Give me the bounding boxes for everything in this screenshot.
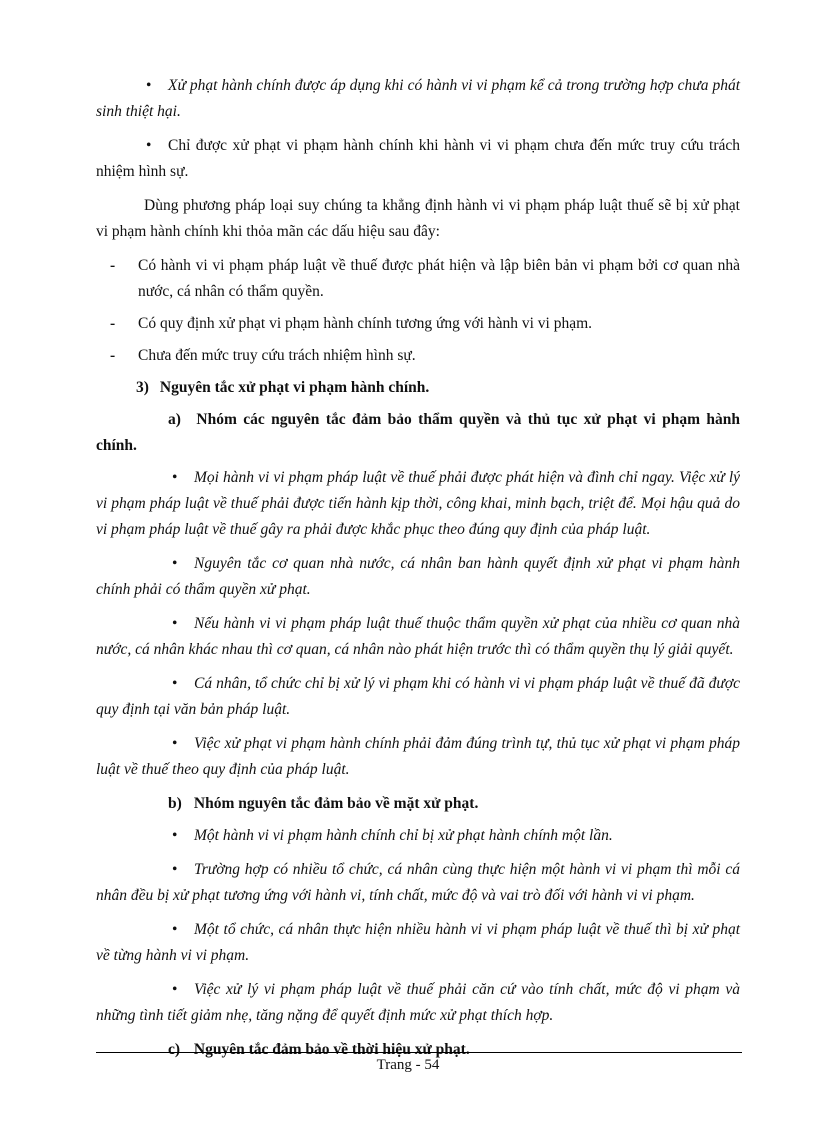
bullet-item: • Cá nhân, tổ chức chỉ bị xử lý vi phạm khi có hành vi vi phạm pháp luật về thuế đã được quy định tại văn bản pháp luật. bbox=[96, 671, 740, 723]
bullet-item: • Một tổ chức, cá nhân thực hiện nhiều hành vi vi phạm pháp luật về thuế thì bị xử phạt về từng hành vi vi phạm. bbox=[96, 917, 740, 969]
bullet-icon: • bbox=[172, 675, 178, 692]
bullet-item: • Trường hợp có nhiều tổ chức, cá nhân cùng thực hiện một hành vi vi phạm thì mỗi cá nhân đều bị xử phạt tương ứng với hành vi, tính chất, mức độ và vai trò đối với hành vi vi phạm. bbox=[96, 857, 740, 909]
bullet-item: • Việc xử phạt vi phạm hành chính phải đảm đúng trình tự, thủ tục xử phạt vi phạm pháp luật về thuế theo quy định của pháp luật. bbox=[96, 731, 740, 783]
subsection-heading: c) Nguyên tắc đảm bảo về thời hiệu xử phạt. bbox=[168, 1041, 470, 1058]
section-heading: 3) Nguyên tắc xử phạt vi phạm hành chính. bbox=[136, 379, 430, 396]
bullet-icon: • bbox=[172, 861, 178, 878]
bullet-icon: • bbox=[146, 77, 152, 94]
subsection-heading: a) Nhóm các nguyên tắc đảm bảo thẩm quyền và thủ tục xử phạt vi phạm hành chính. bbox=[96, 411, 741, 454]
footer-divider bbox=[96, 1052, 742, 1053]
dash-item: - Có hành vi vi phạm pháp luật về thuế được phát hiện và lập biên bản vi phạm bởi cơ quan nhà nước, cá nhân có thẩm quyền. bbox=[96, 253, 740, 305]
bullet-item: • Chỉ được xử phạt vi phạm hành chính khi hành vi vi phạm chưa đến mức truy cứu trách nhiệm hình sự. bbox=[96, 133, 740, 185]
page-number: Trang - 54 bbox=[376, 1057, 440, 1073]
page-body bbox=[96, 73, 740, 1069]
bullet-item: • Một hành vi vi phạm hành chính chỉ bị xử phạt hành chính một lần. bbox=[96, 823, 740, 849]
dash-icon: - bbox=[110, 257, 116, 274]
dash-icon: - bbox=[110, 347, 116, 364]
paragraph: Dùng phương pháp loại suy chúng ta khẳng định hành vi vi phạm pháp luật thuế sẽ bị xử phạt vi phạm hành chính khi thỏa mãn các dấu hiệu sau đây: bbox=[96, 197, 740, 240]
bullet-item: • Nếu hành vi vi phạm pháp luật thuế thuộc thẩm quyền xử phạt của nhiều cơ quan nhà nước, cá nhân khác nhau thì cơ quan, cá nhân nào phát hiện trước thì có thẩm quyền thụ lý giải quyết. bbox=[96, 611, 740, 663]
bullet-icon: • bbox=[172, 981, 178, 998]
bullet-item: • Nguyên tắc cơ quan nhà nước, cá nhân ban hành quyết định xử phạt vi phạm hành chính phải có thẩm quyền xử phạt. bbox=[96, 551, 740, 603]
dash-icon: - bbox=[110, 315, 116, 332]
bullet-item: • Xử phạt hành chính được áp dụng khi có hành vi vi phạm kể cả trong trường hợp chưa phát sinh thiệt hại. bbox=[96, 73, 740, 125]
bullet-icon: • bbox=[146, 137, 152, 154]
bullet-icon: • bbox=[172, 615, 178, 632]
bullet-icon: • bbox=[172, 827, 178, 844]
bullet-icon: • bbox=[172, 469, 178, 486]
bullet-icon: • bbox=[172, 921, 178, 938]
bullet-item: • Việc xử lý vi phạm pháp luật về thuế phải căn cứ vào tính chất, mức độ vi phạm và những tình tiết giảm nhẹ, tăng nặng để quyết định mức xử phạt thích hợp. bbox=[96, 977, 740, 1029]
dash-item: - Có quy định xử phạt vi phạm hành chính tương ứng với hành vi vi phạm. bbox=[96, 311, 740, 337]
bullet-icon: • bbox=[172, 555, 178, 572]
bullet-item: • Mọi hành vi vi phạm pháp luật về thuế phải được phát hiện và đình chỉ ngay. Việc xử lý vi phạm pháp luật về thuế phải được tiến hành kịp thời, công khai, minh bạch, triệt để. Mọi hậu quả do vi phạm pháp luật về thuế gây ra phải được khắc phục theo đúng quy định của pháp luật. bbox=[96, 465, 740, 543]
subsection-heading: b) Nhóm nguyên tắc đảm bảo về mặt xử phạt. bbox=[168, 795, 479, 812]
dash-item: - Chưa đến mức truy cứu trách nhiệm hình sự. bbox=[96, 343, 740, 369]
bullet-icon: • bbox=[172, 735, 178, 752]
